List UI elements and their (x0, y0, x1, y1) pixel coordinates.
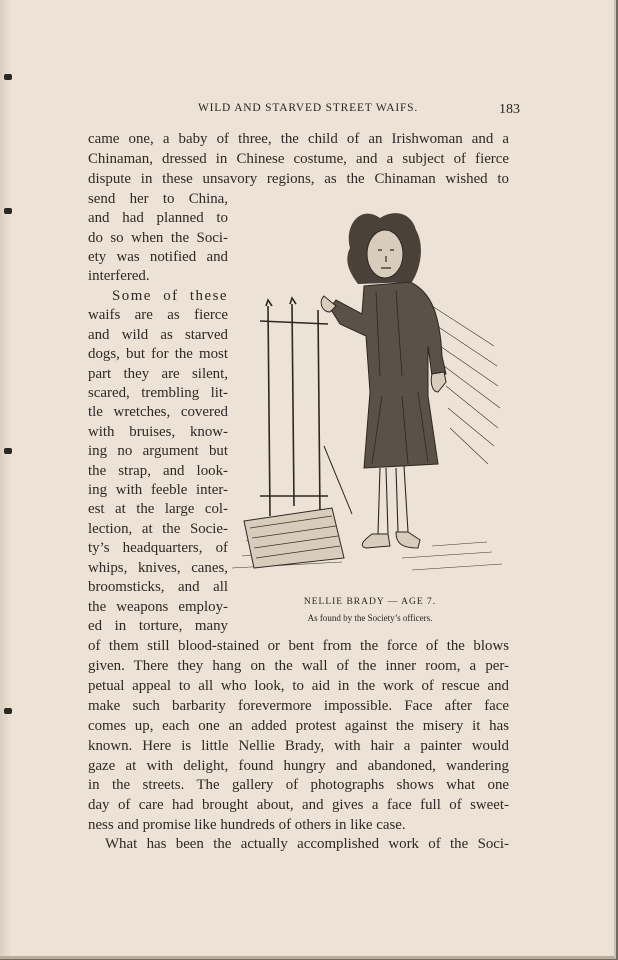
text-line: Some of these (112, 288, 228, 304)
text-line: ness and promise like hundreds of others in like case. (88, 817, 406, 833)
running-head: WILD AND STARVED STREET WAIFS. (197, 102, 419, 114)
text-line: ty’s headquarters, of (88, 540, 228, 556)
gutter-shadow (0, 0, 12, 956)
text-line: make such barbarity forevermore impossible. Face after face (88, 698, 509, 714)
binding-hole (4, 208, 12, 214)
text-line: known. Here is little Nellie Brady, with hair a painter would (88, 738, 509, 754)
page-number: 183 (499, 102, 520, 117)
text-line: part they are silent, (88, 366, 228, 382)
fence-posts (260, 298, 352, 516)
text-line: send her to China, (88, 191, 228, 207)
text-line: tle wretches, covered (88, 404, 228, 420)
text-line: petual appeal to all who look, to aid in the work of rescue and (88, 678, 509, 694)
binding-hole (4, 448, 12, 454)
text-line: do so when the Soci- (88, 230, 228, 246)
text-line: gaze at with delight, found hungry and abandoned, wandering (88, 758, 509, 774)
text-line: dogs, but for the most (88, 346, 228, 362)
figure-subcaption: As found by the Society’s officers. (307, 613, 433, 623)
text-line: given. There they hang on the wall of the inner room, a per- (88, 658, 509, 674)
text-line: with bruises, know- (88, 424, 228, 440)
text-line: ety was notified and (88, 249, 228, 265)
text-line: whips, knives, canes, (88, 560, 228, 576)
text-line: ed in torture, many (88, 618, 228, 634)
text-line: est at the large col- (88, 501, 228, 517)
text-line: the strap, and look- (88, 463, 228, 479)
figure-caption: NELLIE BRADY — AGE 7. (303, 597, 437, 607)
text-line: dispute in these unsavory regions, as the Chinaman wished to (88, 171, 509, 187)
binding-hole (4, 74, 12, 80)
text-line: Chinaman, dressed in Chinese costume, and a subject of fierce (88, 151, 509, 167)
text-line: ing with feeble inter- (88, 482, 228, 498)
text-line: What has been the actually accomplished work of the Soci- (105, 836, 509, 852)
text-line: and had planned to (88, 210, 228, 226)
text-line: ing no argument but (88, 443, 228, 459)
text-line: comes up, each one an added protest against the misery it has (88, 718, 509, 734)
text-line: and wild as starved (88, 327, 228, 343)
text-line: interfered. (88, 268, 150, 284)
text-line: came one, a baby of three, the child of an Irishwoman and a (88, 131, 509, 147)
text-line: lection, at the Socie- (88, 521, 228, 537)
binding-hole (4, 708, 12, 714)
text-line: the weapons employ- (88, 599, 228, 615)
text-line: in the streets. The gallery of photographs shows what one (88, 777, 509, 793)
text-line: day of care had brought about, and gives a face full of sweet- (88, 797, 509, 813)
girl-figure (321, 213, 446, 548)
text-line: broomsticks, and all (88, 579, 228, 595)
stone-block (244, 508, 344, 568)
engraving-illustration (232, 196, 512, 594)
text-line: waifs are as fierce (88, 307, 228, 323)
text-line: of them still blood-stained or bent from the force of the blows (88, 638, 509, 654)
text-line: scared, trembling lit- (88, 385, 228, 401)
